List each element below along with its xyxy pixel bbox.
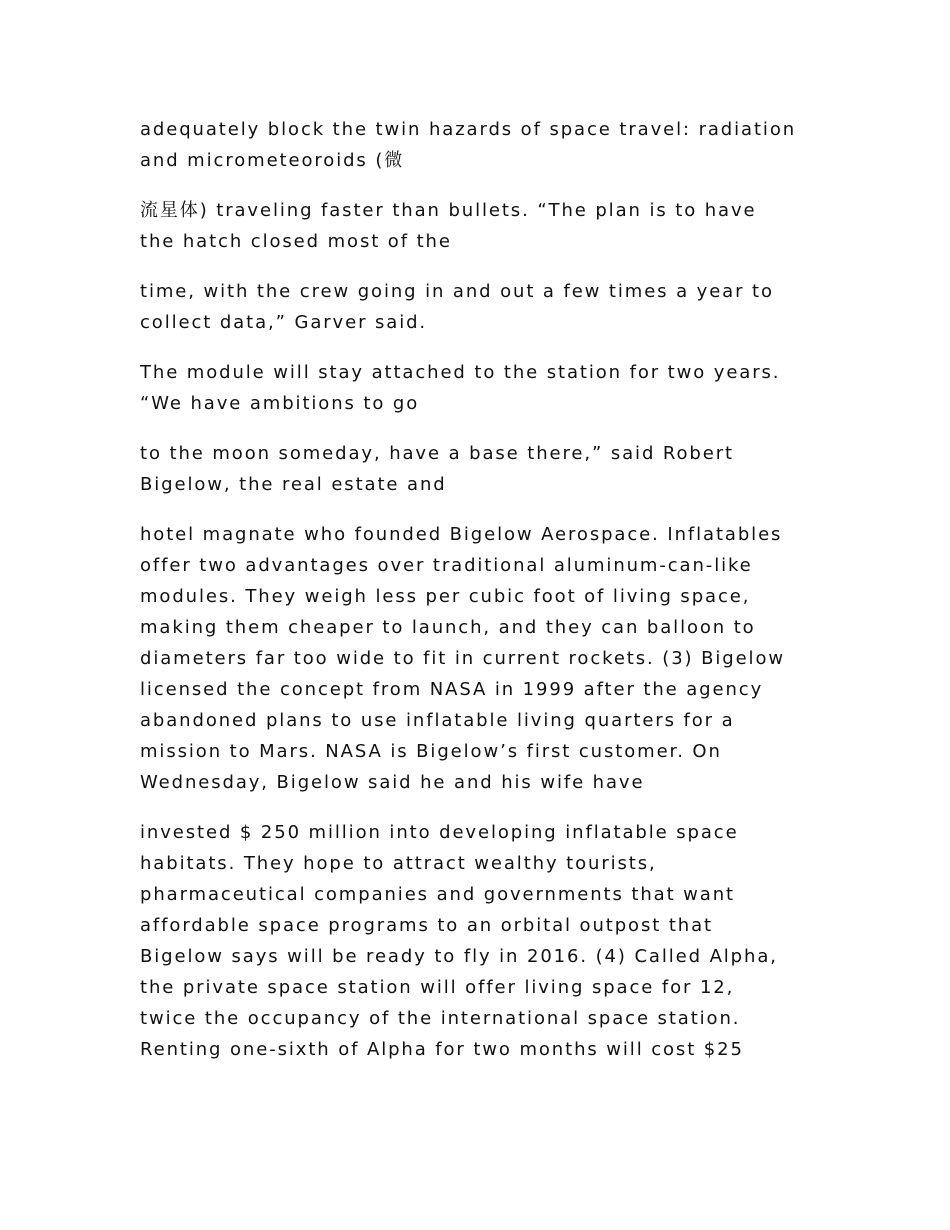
text-line: making them cheaper to launch, and they can balloon to (140, 617, 756, 638)
text-line: mission to Mars. NASA is Bigelow’s first customer. On (140, 741, 722, 762)
text-line: affordable space programs to an orbital outpost that (140, 915, 713, 936)
text-line: diameters far too wide to fit in current rockets. (3) Bigelow (140, 648, 785, 669)
text-line: Renting one-sixth of Alpha for two months will cost $25 (140, 1039, 744, 1060)
text-line: time, with the crew going in and out a few times a year to (140, 281, 774, 302)
text-line: The module will stay attached to the station for two years. (140, 362, 781, 383)
text-line: habitats. They hope to attract wealthy tourists, (140, 853, 657, 874)
paragraph-6 (140, 519, 830, 798)
text-line: 流星体) traveling faster than bullets. “The plan is to have (140, 200, 757, 221)
text-line: abandoned plans to use inflatable living quarters for a (140, 710, 735, 731)
text-line: the hatch closed most of the (140, 231, 452, 252)
text-line: the private space station will offer living space for 12, (140, 977, 735, 998)
text-line: offer two advantages over traditional aluminum-can-like (140, 555, 753, 576)
text-line: adequately block the twin hazards of space travel: radiation (140, 119, 797, 140)
paragraph-5 (140, 438, 830, 500)
paragraph-7 (140, 817, 830, 1065)
text-line: Wednesday, Bigelow said he and his wife have (140, 772, 645, 793)
paragraph-1 (140, 114, 830, 176)
text-line: modules. They weigh less per cubic foot of living space, (140, 586, 751, 607)
text-line: invested $ 250 million into developing inflatable space (140, 822, 739, 843)
text-line: collect data,” Garver said. (140, 312, 428, 333)
text-line: pharmaceutical companies and governments that want (140, 884, 735, 905)
document-page (140, 114, 830, 1084)
text-line: and micrometeoroids (微 (140, 150, 405, 171)
text-line: twice the occupancy of the international space station. (140, 1008, 741, 1029)
text-line: Bigelow says will be ready to fly in 2016. (4) Called Alpha, (140, 946, 778, 967)
text-line: hotel magnate who founded Bigelow Aerospace. Inflatables (140, 524, 783, 545)
text-line: “We have ambitions to go (140, 393, 420, 414)
paragraph-2 (140, 195, 830, 257)
text-line: Bigelow, the real estate and (140, 474, 447, 495)
text-line: to the moon someday, have a base there,” said Robert (140, 443, 734, 464)
text-line: licensed the concept from NASA in 1999 after the agency (140, 679, 764, 700)
paragraph-4 (140, 357, 830, 419)
paragraph-3 (140, 276, 830, 338)
